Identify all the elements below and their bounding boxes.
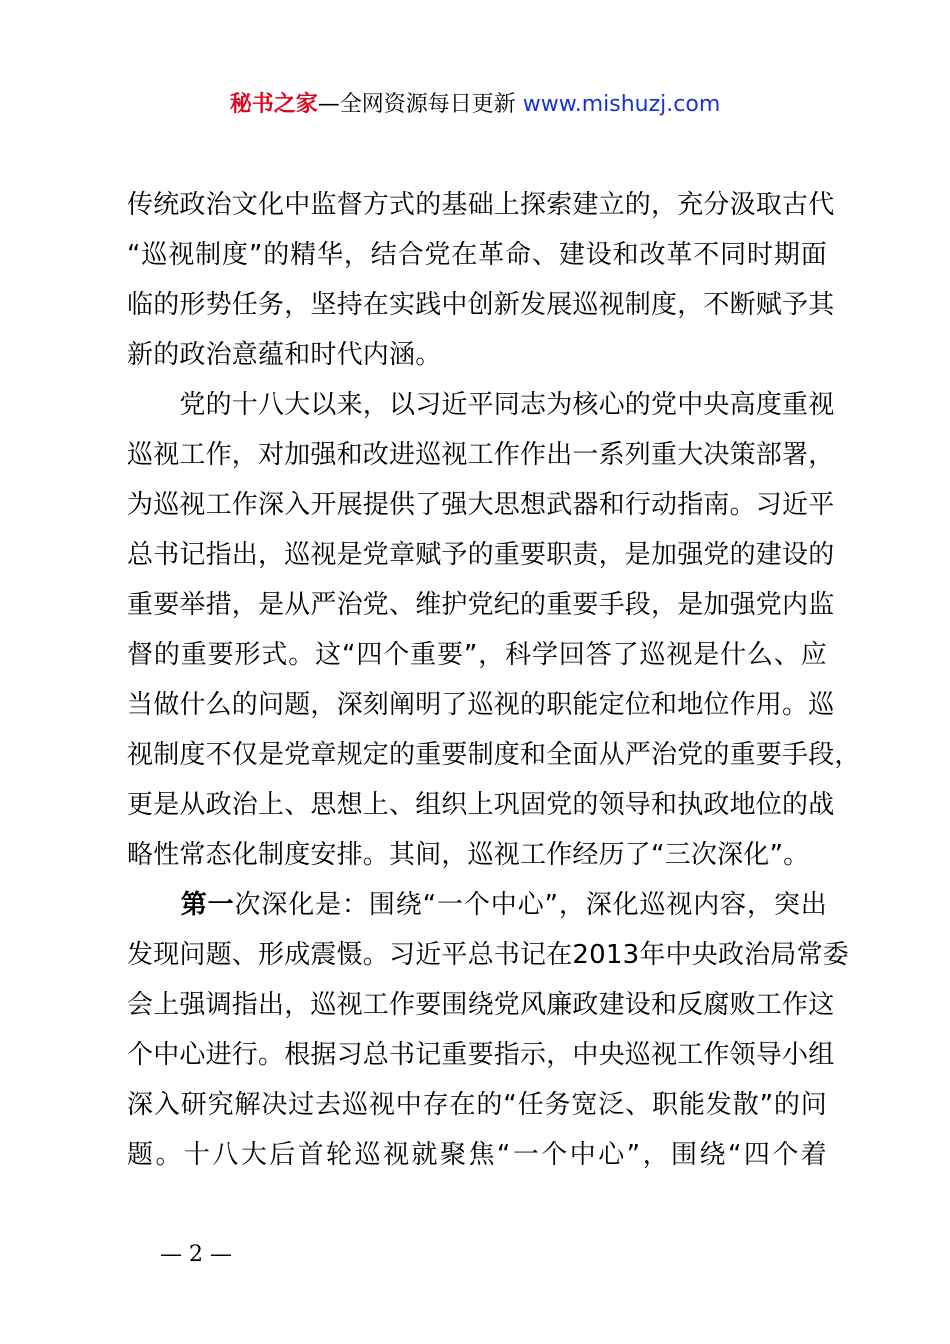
site-url-link[interactable]: www.mishuzj.com — [522, 92, 721, 117]
text-line: “巡视制度”的精华，结合党在革命、建设和改革不同时期面 — [127, 240, 827, 270]
text-line: 题。十八大后首轮巡视就聚焦“一个中心”，围绕“四个着 — [127, 1140, 827, 1170]
text-line: 重要举措，是从严治党、维护党纪的重要手段，是加强党内监 — [127, 590, 835, 620]
text-line: 督的重要形式。这“四个重要”，科学回答了巡视是什么、应 — [127, 640, 827, 670]
site-brand: 秘书之家 — [229, 92, 318, 117]
document-body — [127, 180, 861, 1180]
site-header — [0, 88, 950, 122]
text-line: 个中心进行。根据习总书记重要指示，中央巡视工作领导小组 — [127, 1040, 835, 1070]
text-line: 巡视工作，对加强和改进巡视工作作出一系列重大决策部署， — [127, 440, 835, 470]
text-line-with-bold-lead — [127, 880, 827, 930]
text-line: 略性常态化制度安排。其间，巡视工作经历了“三次深化”。 — [127, 840, 810, 870]
site-tagline: —全网资源每日更新 — [317, 92, 523, 117]
text-line: 传统政治文化中监督方式的基础上探索建立的，充分汲取古代 — [127, 190, 835, 220]
text-line: 总书记指出，巡视是党章赋予的重要职责，是加强党的建设的 — [127, 540, 835, 570]
text-line: 为巡视工作深入开展提供了强大思想武器和行动指南。习近平 — [127, 490, 835, 520]
page-number: — 2 — — [160, 1242, 232, 1267]
text-line: 会上强调指出，巡视工作要围绕党风廉政建设和反腐败工作这 — [127, 990, 835, 1020]
text-line: 更是从政治上、思想上、组织上巩固党的领导和执政地位的战 — [127, 790, 835, 820]
text-line: 新的政治意蕴和时代内涵。 — [127, 340, 442, 370]
text-line-rest: 次深化是：围绕“一个中心”，深化巡视内容，突出 — [234, 890, 827, 920]
text-line: 当做什么的问题，深刻阐明了巡视的职能定位和地位作用。巡 — [127, 690, 835, 720]
bold-lead-text: 第一 — [127, 890, 235, 920]
text-line: 深入研究解决过去巡视中存在的“任务宽泛、职能发散”的问 — [127, 1090, 827, 1120]
text-line: 临的形势任务，坚持在实践中创新发展巡视制度，不断赋予其 — [127, 290, 835, 320]
text-line: 视制度不仅是党章规定的重要制度和全面从严治党的重要手段， — [127, 740, 861, 770]
text-line: 发现问题、形成震慑。习近平总书记在2013年中央政治局常委 — [127, 940, 849, 970]
text-line: 党的十八大以来，以习近平同志为核心的党中央高度重视 — [127, 390, 835, 420]
